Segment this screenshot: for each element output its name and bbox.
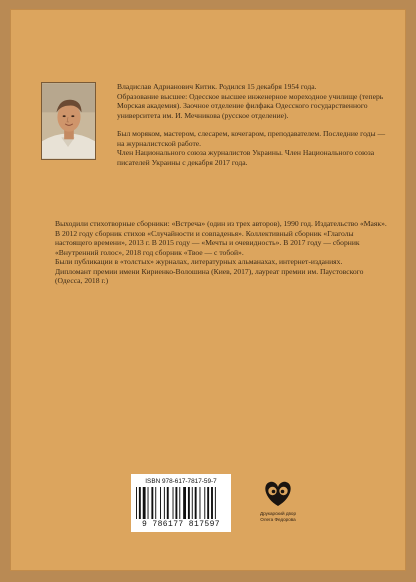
barcode-bar bbox=[188, 487, 190, 519]
publisher-logo bbox=[258, 478, 298, 508]
barcode-bar bbox=[164, 487, 165, 519]
publisher-name bbox=[248, 511, 308, 522]
barcode-bar bbox=[148, 487, 149, 519]
author-portrait-image bbox=[42, 83, 95, 159]
publisher-line-2: Олега Федорова bbox=[260, 516, 296, 522]
barcode-bar bbox=[167, 487, 169, 519]
isbn-label: ISBN 978-617-7817-59-7 bbox=[145, 478, 217, 485]
barcode-bar bbox=[215, 487, 216, 519]
barcode-bar bbox=[143, 487, 146, 519]
author-bio bbox=[117, 82, 387, 167]
barcode-bar bbox=[151, 487, 153, 519]
barcode-bar bbox=[175, 487, 177, 519]
publications-journals: Были публикации в «толстых» журналах, литературных альманахах, интернет-изданиях. bbox=[55, 257, 343, 266]
publications-text bbox=[55, 219, 387, 286]
publications-awards: Дипломант премии имени Кириенко-Волошина (Киев, 2017), лауреат премии им. Паустовского (Одесса, 2018 г.) bbox=[55, 266, 364, 285]
barcode-bar bbox=[211, 487, 213, 519]
barcode-bar bbox=[200, 487, 201, 519]
barcode-bar bbox=[192, 487, 193, 519]
publisher-logo-icon bbox=[258, 478, 298, 508]
publisher-line-1: Друкарский двор bbox=[259, 511, 297, 516]
barcode-bar bbox=[136, 487, 137, 519]
publications-collections: Выходили стихотворные сборники: «Встреча» (один из трех авторов), 1990 год. Издательство «Маяк». В 2012 году сборник стихов «Случайности и совпаденья». Коллективный сборник «Глаголы настоящего времени», 2013 г. В 2015 году — «Мечты и очевидность». В 2017 году — сборник «Внутренний голос», 2018 год сборник «Твое — с тобой». bbox=[55, 219, 387, 257]
barcode-bar bbox=[173, 487, 174, 519]
isbn-barcode bbox=[131, 474, 231, 532]
barcode-bar bbox=[155, 487, 156, 519]
bio-education: Образование высшее: Одесское высшее инженерное мореходное училище (теперь Морская академия). Заочное отделение филфака Одесского государственного университета им. И. Мечникова (русское отделение). bbox=[117, 91, 384, 120]
barcode-bars bbox=[135, 487, 227, 519]
barcode-bar bbox=[195, 487, 197, 519]
barcode-bar bbox=[204, 487, 205, 519]
barcode-bar bbox=[179, 487, 180, 519]
bio-name-birth: Владислав Адрианович Китик. Родился 15 декабря 1954 года. bbox=[117, 82, 317, 91]
barcode-bar bbox=[139, 487, 141, 519]
barcode-bar bbox=[183, 487, 186, 519]
bio-career: Был моряком, мастером, слесарем, кочегаром, преподавателем. Последние годы — на журналистской работе. bbox=[117, 129, 386, 148]
bio-memberships: Член Национального союза журналистов Украины. Член Национального союза писателей Украины с декабря 2017 года. bbox=[117, 148, 375, 167]
barcode-bar bbox=[160, 487, 161, 519]
author-photo bbox=[41, 82, 96, 160]
barcode-digits: 9 786177 817597 bbox=[141, 520, 220, 529]
barcode-bar bbox=[207, 487, 209, 519]
